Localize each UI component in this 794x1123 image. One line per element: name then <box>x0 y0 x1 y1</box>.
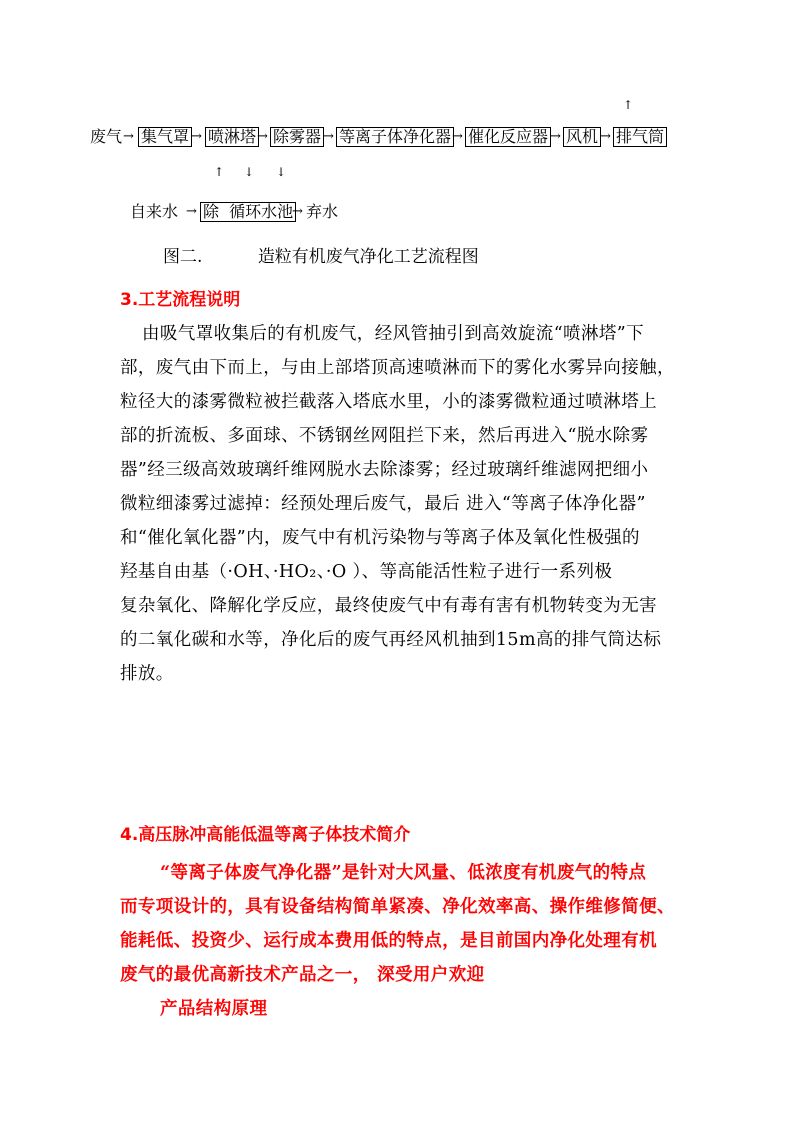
flow-step-catalytic-reactor: 催化反应器 <box>465 127 551 147</box>
flow-arrow: → <box>191 129 202 144</box>
flow-step-demister: 除雾器 <box>270 127 324 147</box>
body-line: 粒径大的漆雾微粒被拦截落入塔底水里，小的漆雾微粒通过喷淋塔上 <box>120 392 657 412</box>
body-line: 器”经三级高效玻璃纤维网脱水去除漆雾；经过玻璃纤维滤网把细小 <box>120 460 649 480</box>
body-line: 羟基自由基（·OH、·HO₂、·O ）、等高能活性粒子进行一系列极 <box>120 562 613 582</box>
flow-arrow: → <box>550 129 561 144</box>
water-discharge-label: 弃水 <box>306 202 339 221</box>
flow-step-stack: 排气筒 <box>613 127 667 147</box>
body-line: 复杂氧化、降解化学反应，最终使废气中有毒有害有机物转变为无害 <box>120 596 657 616</box>
body-line: 而专项设计的，具有设备结构简单紧凑、净化效率高、操作维修简便、 <box>120 897 675 917</box>
water-source-label: 自来水 <box>130 202 179 221</box>
figure-number: 图二. <box>163 247 203 267</box>
exhaust-up-arrow: ↑ <box>623 98 634 112</box>
body-line: 由吸气罩收集后的有机废气，经风管抽引到高效旋流“喷淋塔”下 <box>142 324 644 344</box>
body-line: 部，废气由下而上，与由上部塔顶高速喷淋而下的雾化水雾异向接触， <box>120 358 675 378</box>
flow-step-hood: 集气罩 <box>138 127 192 147</box>
section-4-heading: 4.高压脉冲高能低温等离子体技术简介 <box>120 825 411 845</box>
flow-start-label: 废气 <box>90 127 123 146</box>
flow-step-spray-tower: 喷淋塔 <box>205 127 259 147</box>
body-line: 微粒细漆雾过滤掉：经预处理后废气，最后 进入“等离子体净化器” <box>120 494 646 514</box>
body-line: 和“催化氧化器”内，废气中有机污染物与等离子体及氧化性极强的 <box>120 528 640 548</box>
body-line: 部的折流板、多面球、不锈钢丝网阻拦下来，然后再进入“脱水除雾 <box>120 426 649 446</box>
flow-arrow: → <box>323 129 334 144</box>
sub-heading: 产品结构原理 <box>160 999 268 1019</box>
flow-arrow: → <box>123 129 134 144</box>
water-down-arrow: ↓ <box>244 165 255 179</box>
section-4-body <box>120 856 700 1026</box>
water-down-arrow: ↓ <box>276 165 287 179</box>
body-line: 的二氧化碳和水等，净化后的废气再经风机抽到15m高的排气筒达标 <box>120 630 662 650</box>
flow-arrow: → <box>257 129 268 144</box>
section-3-heading: 3.工艺流程说明 <box>120 290 241 310</box>
body-line: 能耗低、投资少、运行成本费用低的特点，是目前国内净化处理有机 <box>120 931 657 951</box>
water-up-arrow: ↑ <box>214 165 225 179</box>
figure-title: 造粒有机废气净化工艺流程图 <box>257 247 479 267</box>
flow-arrow: → <box>600 129 611 144</box>
figure-caption <box>163 242 479 267</box>
body-line: “等离子体废气净化器”是针对大风量、低浓度有机废气的特点 <box>160 863 647 883</box>
section-3-body <box>120 317 700 691</box>
water-tank-box: 除 循环水池 <box>200 202 296 222</box>
flow-arrow: → <box>452 129 463 144</box>
body-line: 废气的最优高新技术产品之一， 深受用户欢迎 <box>120 965 485 985</box>
flow-step-fan: 风机 <box>563 127 601 147</box>
flow-arrow: → <box>186 204 197 219</box>
body-line: 排放。 <box>120 664 174 684</box>
flow-step-plasma-purifier: 等离子体净化器 <box>336 127 454 147</box>
flow-arrow: → <box>292 204 303 219</box>
